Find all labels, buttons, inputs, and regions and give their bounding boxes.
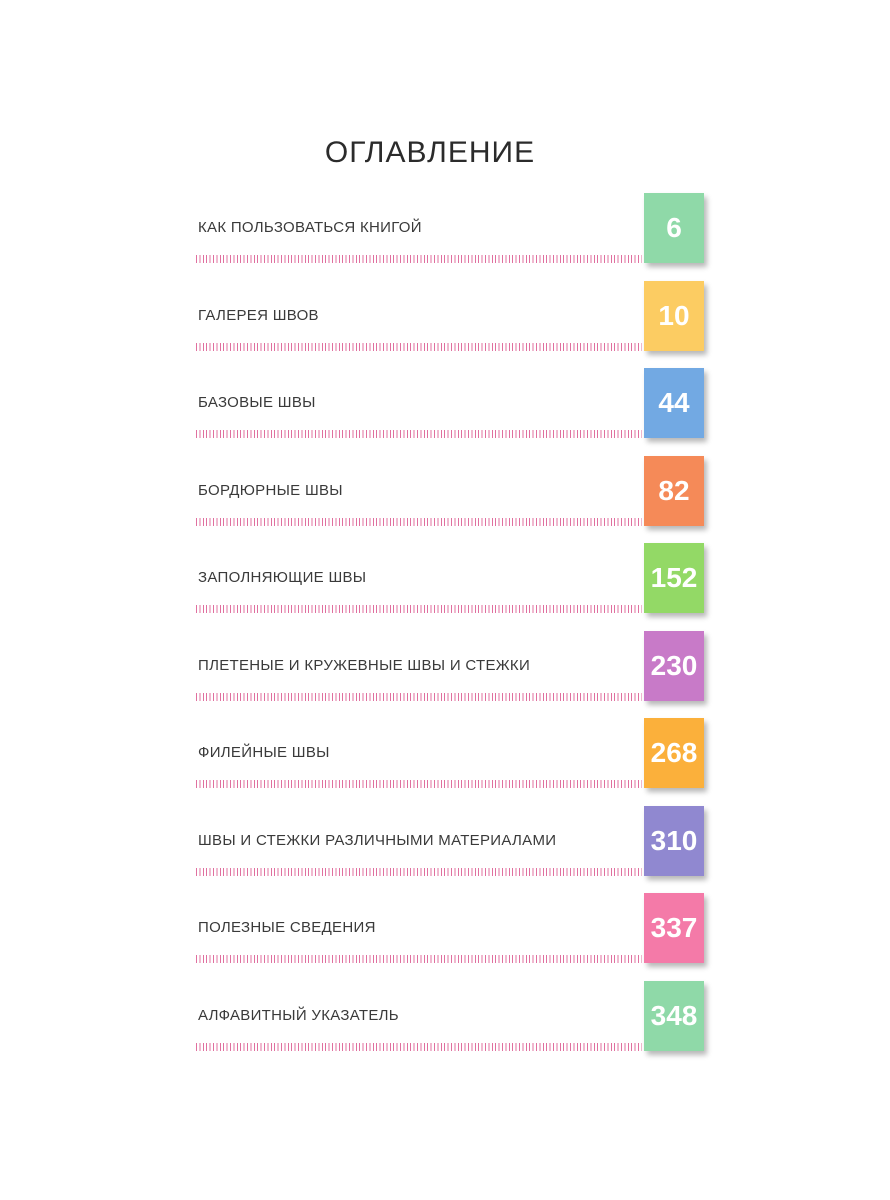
toc-entry-stitch-gallery[interactable] xyxy=(196,281,708,353)
entry-title: КАК ПОЛЬЗОВАТЬСЯ КНИГОЙ xyxy=(198,219,422,236)
dotted-leader xyxy=(196,868,642,876)
entry-title: БАЗОВЫЕ ШВЫ xyxy=(198,394,316,411)
page-number-badge: 348 xyxy=(644,981,704,1051)
toc-entry-alphabetical-index[interactable] xyxy=(196,981,708,1053)
dotted-leader xyxy=(196,343,642,351)
entry-title: ЗАПОЛНЯЮЩИЕ ШВЫ xyxy=(198,569,367,586)
page-number-badge: 337 xyxy=(644,893,704,963)
dotted-leader xyxy=(196,780,642,788)
toc-entry-basic-stitches[interactable] xyxy=(196,368,708,440)
entry-title: ПЛЕТЕНЫЕ И КРУЖЕВНЫЕ ШВЫ И СТЕЖКИ xyxy=(198,657,531,674)
toc-entry-how-to-use[interactable] xyxy=(196,193,708,265)
dotted-leader xyxy=(196,1043,642,1051)
page-number-badge: 10 xyxy=(644,281,704,351)
page-number-badge: 268 xyxy=(644,718,704,788)
entry-title: БОРДЮРНЫЕ ШВЫ xyxy=(198,482,343,499)
page-number-badge: 152 xyxy=(644,543,704,613)
dotted-leader xyxy=(196,430,642,438)
dotted-leader xyxy=(196,955,642,963)
entry-title: АЛФАВИТНЫЙ УКАЗАТЕЛЬ xyxy=(198,1007,399,1024)
page-number-badge: 44 xyxy=(644,368,704,438)
dotted-leader xyxy=(196,605,642,613)
dotted-leader xyxy=(196,255,642,263)
entry-title: ШВЫ И СТЕЖКИ РАЗЛИЧНЫМИ МАТЕРИАЛАМИ xyxy=(198,832,557,849)
toc-entry-various-materials[interactable] xyxy=(196,806,708,878)
entry-title: ГАЛЕРЕЯ ШВОВ xyxy=(198,307,319,324)
page-title: ОГЛАВЛЕНИЕ xyxy=(324,136,536,169)
entry-title: ПОЛЕЗНЫЕ СВЕДЕНИЯ xyxy=(198,919,376,936)
dotted-leader xyxy=(196,518,642,526)
toc-entry-useful-info[interactable] xyxy=(196,893,708,965)
page-number-badge: 82 xyxy=(644,456,704,526)
page-number-badge: 310 xyxy=(644,806,704,876)
page-number-badge: 6 xyxy=(644,193,704,263)
page-number-badge: 230 xyxy=(644,631,704,701)
toc-entry-filet-stitches[interactable] xyxy=(196,718,708,790)
toc-entry-border-stitches[interactable] xyxy=(196,456,708,528)
toc-entry-woven-lace-stitches[interactable] xyxy=(196,631,708,703)
entry-title: ФИЛЕЙНЫЕ ШВЫ xyxy=(198,744,330,761)
toc-entry-filling-stitches[interactable] xyxy=(196,543,708,615)
dotted-leader xyxy=(196,693,642,701)
